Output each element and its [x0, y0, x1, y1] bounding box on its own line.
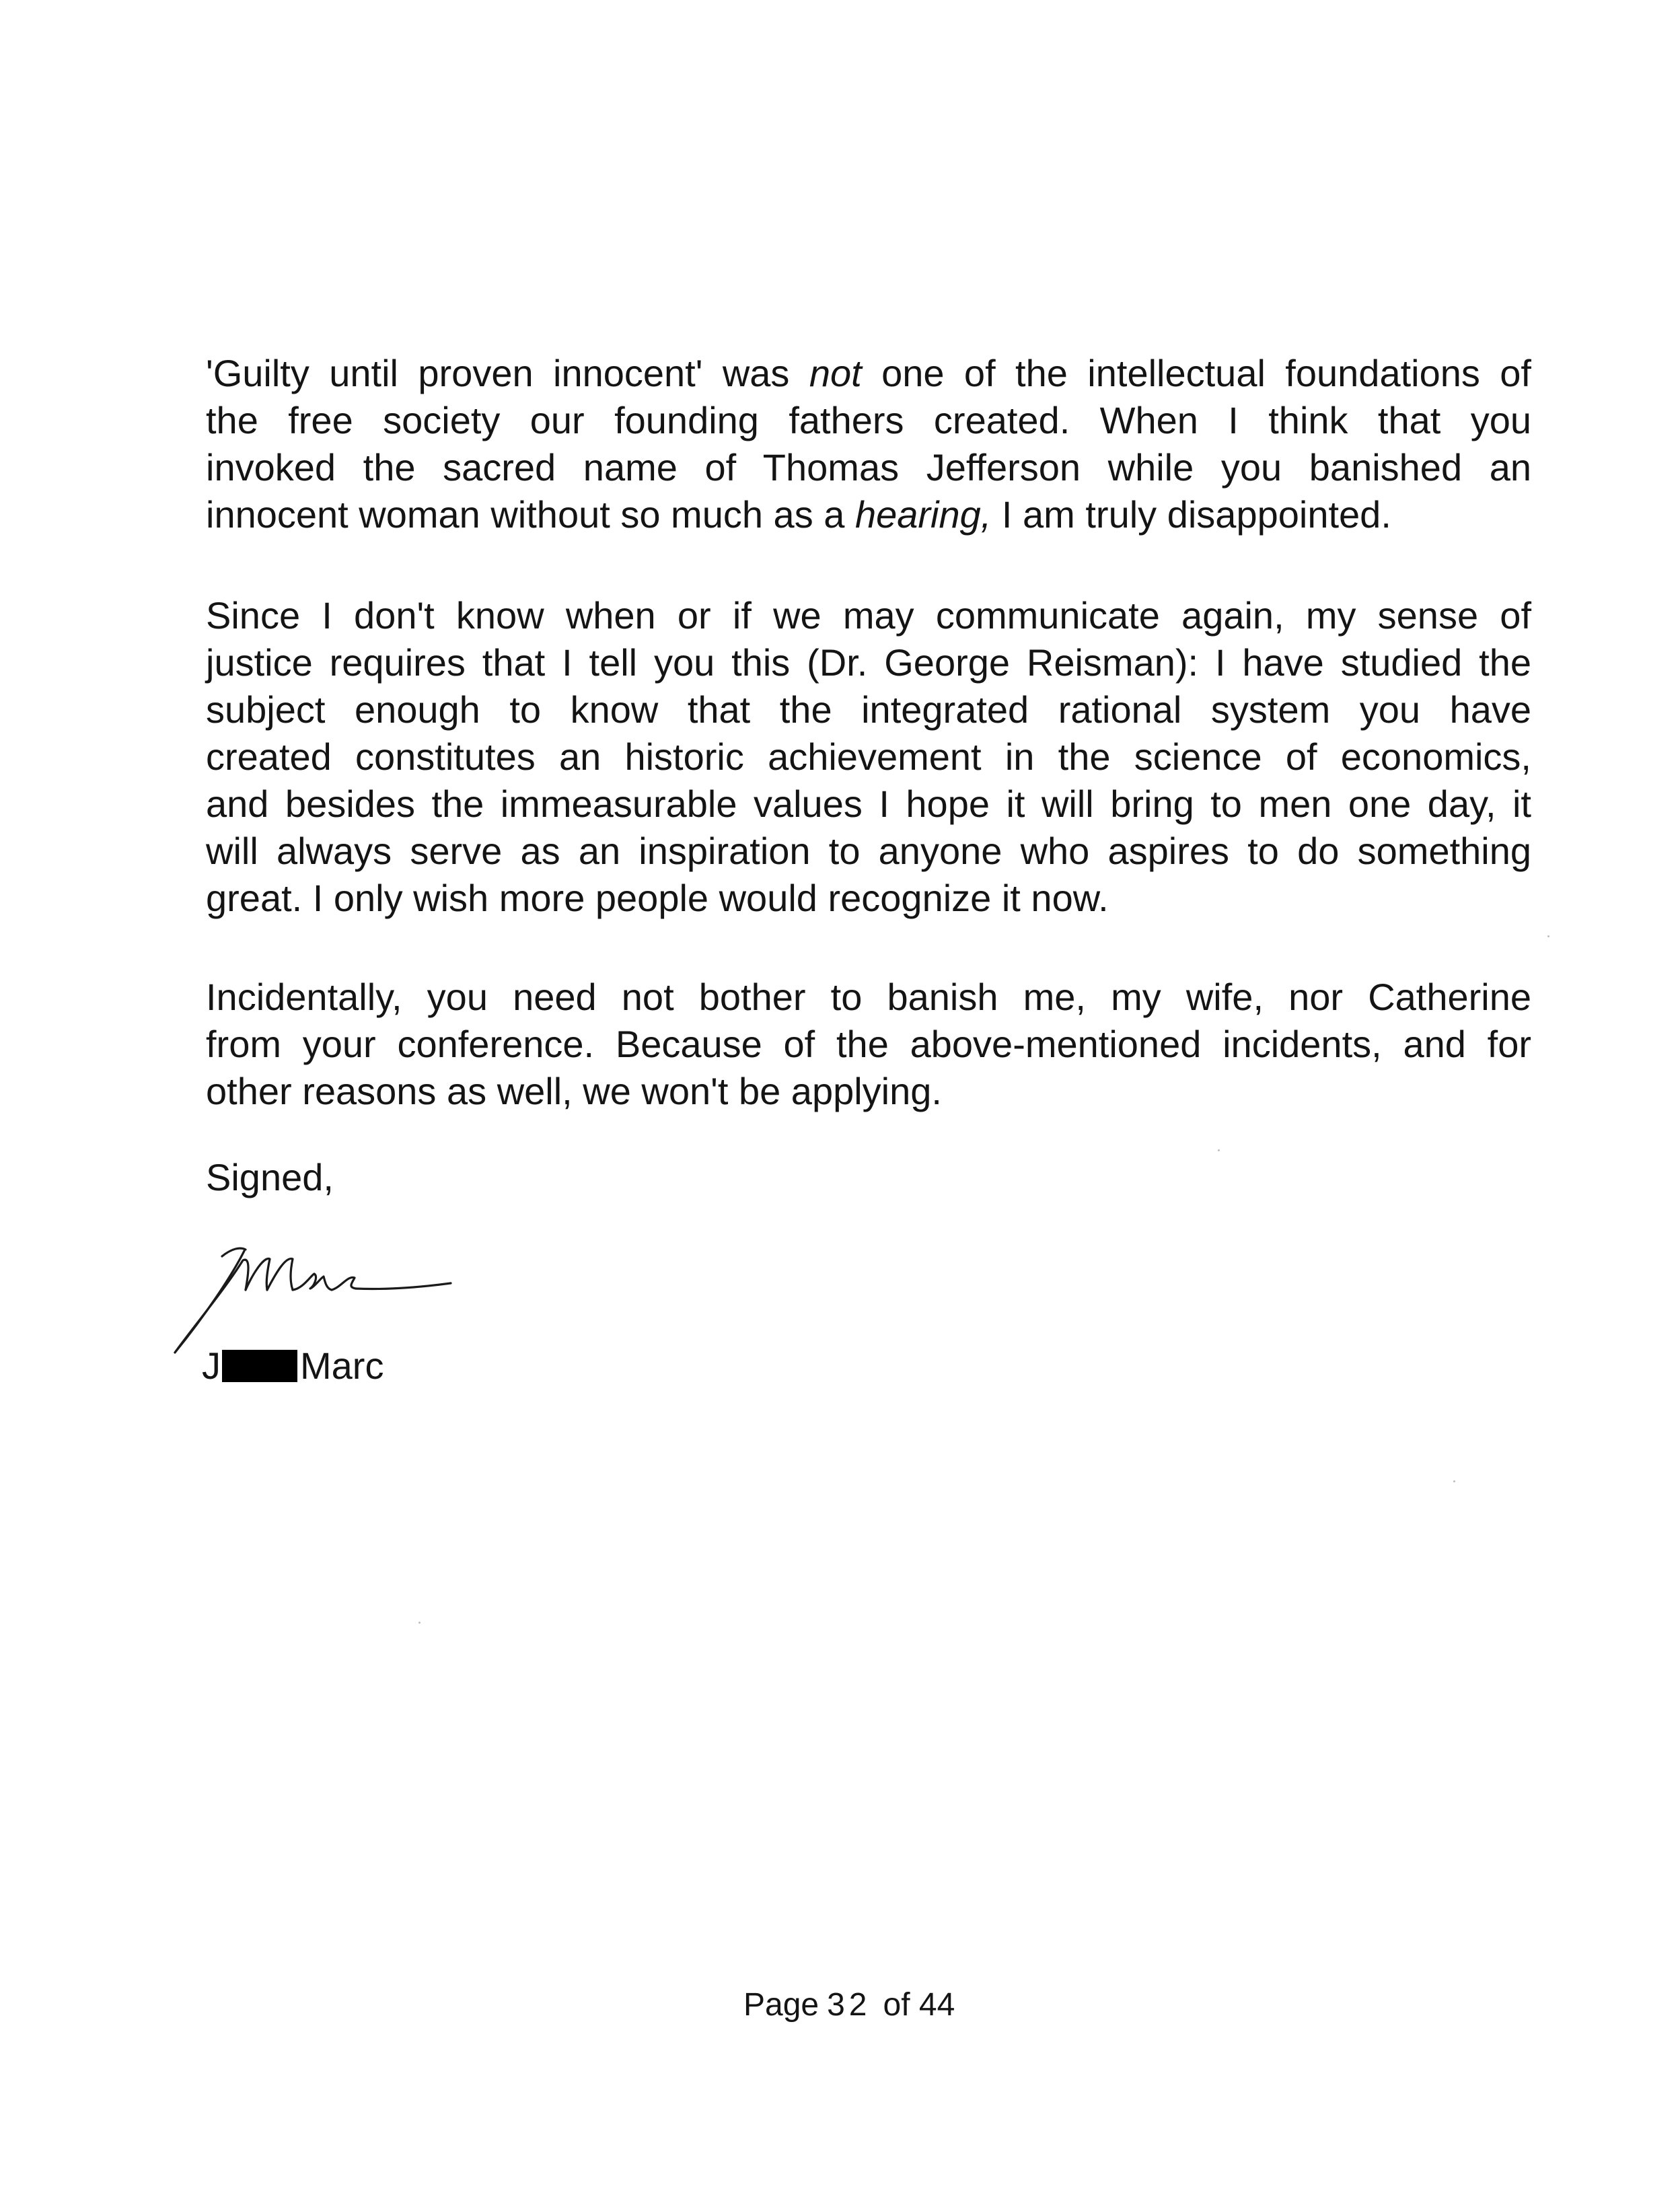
emphasized-text: hearing, [854, 493, 992, 536]
page-number-footer [743, 1985, 955, 2025]
text-segment: created constitutes an historic achievement in the science of economics, [206, 735, 1531, 778]
text-segment: other reasons as well, we won't be applying. [206, 1070, 942, 1112]
scan-speck [1218, 1149, 1220, 1151]
text-segment: and besides the immeasurable values I hope it will bring to men one day, it [206, 783, 1531, 825]
text-line [206, 491, 1531, 538]
text-line [206, 1068, 1531, 1115]
text-line [206, 974, 1531, 1021]
text-segment: great. I only wish more people would recognize it now. [206, 877, 1109, 919]
scan-speck [1453, 1480, 1455, 1482]
text-line [206, 733, 1531, 781]
text-line [206, 1021, 1531, 1068]
closing-salutation: Signed, [206, 1156, 334, 1198]
text-segment: Incidentally, you need not bother to banish me, my wife, nor Catherine [206, 976, 1531, 1018]
text-line [206, 781, 1531, 828]
text-segment: from your conference. Because of the above-mentioned incidents, and for [206, 1023, 1531, 1065]
text-line [206, 639, 1531, 686]
text-segment: I am truly disappointed. [991, 493, 1391, 536]
signer-initial: J [202, 1344, 221, 1387]
text-segment: will always serve as an inspiration to anyone who aspires to do something [206, 830, 1531, 872]
text-line [206, 350, 1531, 397]
text-segment: innocent woman without so much as a [206, 493, 855, 536]
signer-surname: Marc [300, 1344, 384, 1387]
text-line [206, 828, 1531, 875]
redaction-bar [222, 1350, 297, 1382]
signer-name [202, 1342, 384, 1390]
paragraph-2 [206, 592, 1531, 922]
text-line [206, 397, 1531, 444]
total-pages: 44 [918, 1987, 955, 2023]
text-segment: subject enough to know that the integrated rational system you have [206, 688, 1531, 731]
page-label: Page [743, 1987, 819, 2023]
paragraph-1 [206, 350, 1531, 538]
paragraph-3 [206, 974, 1531, 1115]
text-line [206, 686, 1531, 733]
text-line [206, 875, 1531, 922]
text-segment: Since I don't know when or if we may communicate again, my sense of [206, 594, 1531, 637]
emphasized-text: not [809, 352, 862, 394]
page-number: 32 [827, 1987, 871, 2023]
scan-speck [1547, 935, 1549, 937]
text-line [206, 444, 1531, 491]
text-segment: invoked the sacred name of Thomas Jefferson while you banished an [206, 446, 1531, 489]
of-label: of [883, 1987, 910, 2023]
text-segment: justice requires that I tell you this (Dr. George Reisman): I have studied the [206, 641, 1531, 684]
scan-speck [418, 1622, 421, 1624]
text-line [206, 592, 1531, 639]
text-segment: the free society our founding fathers created. When I think that you [206, 399, 1531, 441]
text-segment: 'Guilty until proven innocent' was [206, 352, 809, 394]
text-segment: one of the intellectual foundations of [861, 352, 1531, 394]
